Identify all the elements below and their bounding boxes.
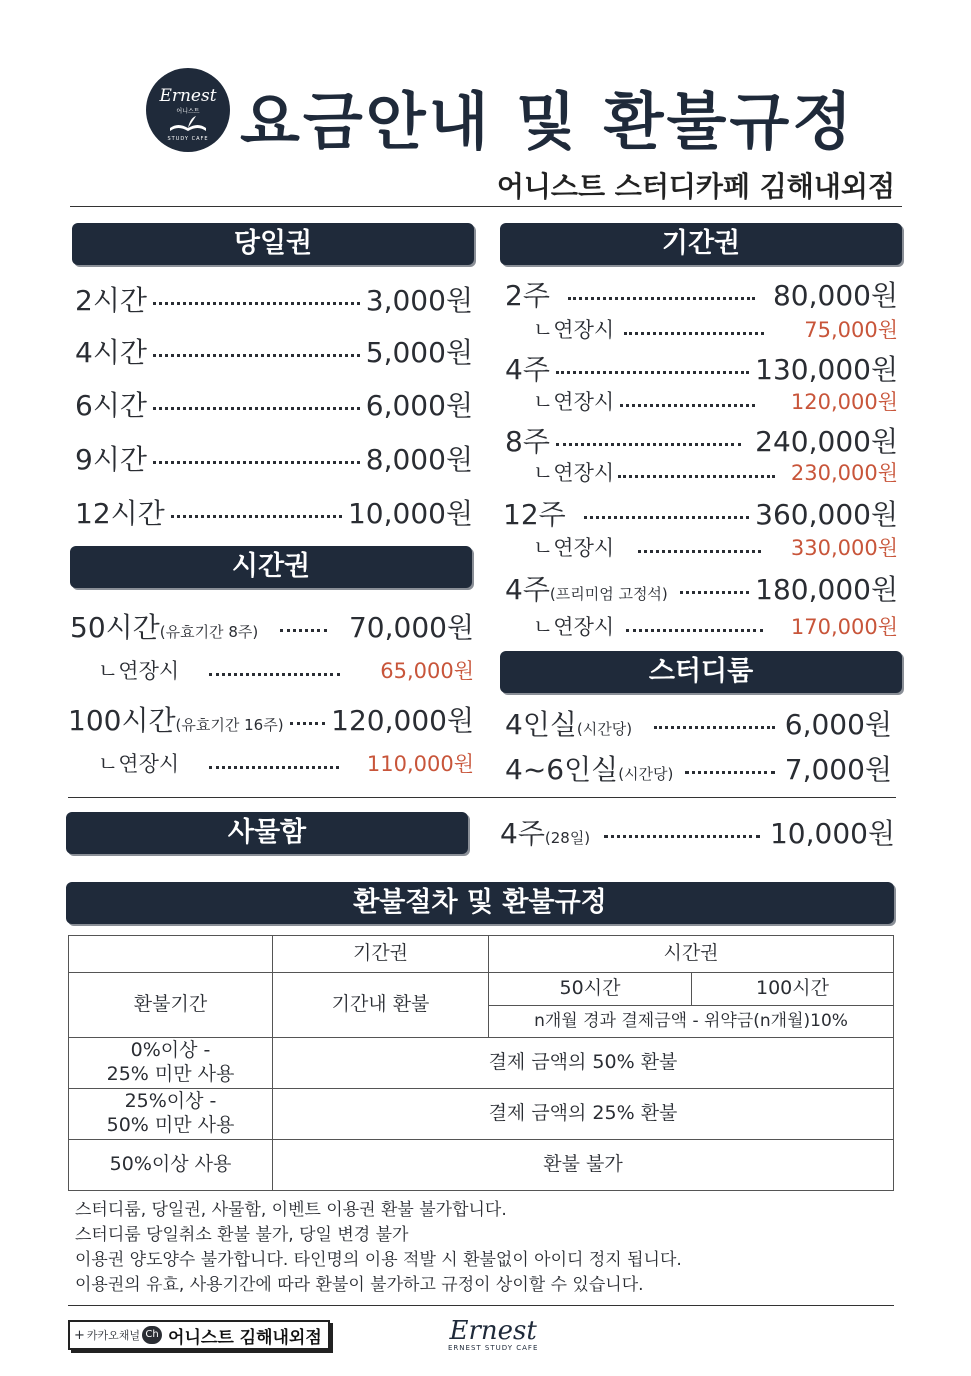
refund-col-hourly: 시간권 <box>489 936 894 973</box>
refund-row2-label-b: 50% 미만 사용 <box>106 1114 235 1136</box>
refund-row1-label-b: 25% 미만 사용 <box>106 1063 235 1085</box>
ext-label: ㄴ연장시 <box>533 390 615 414</box>
ext-price: 120,000원 <box>790 390 898 414</box>
leader-dots <box>153 302 360 305</box>
ext-label: ㄴ연장시 <box>98 659 180 683</box>
period-label: 8주 <box>505 425 550 458</box>
ext-price: 170,000원 <box>790 615 898 639</box>
footer-logo-script: Ernest <box>449 1316 537 1346</box>
refund-row1-value: 결제 금액의 50% 환불 <box>273 1038 894 1089</box>
room-name: 4인실 <box>505 708 577 741</box>
hourly-name: 100시간 <box>68 704 176 737</box>
hourly-price: 70,000원 <box>348 611 474 644</box>
period-ext-4w <box>533 386 898 416</box>
leader-dots <box>556 371 749 374</box>
leader-dots <box>556 443 741 446</box>
hourly-price: 120,000원 <box>331 704 474 737</box>
leader-dots <box>624 332 764 335</box>
refund-row3-value: 환불 불가 <box>273 1140 894 1191</box>
refund-row2-value: 결제 금액의 25% 환불 <box>273 1089 894 1140</box>
leader-dots <box>626 629 763 632</box>
period-heading: 기간권 <box>500 223 902 265</box>
leader-dots <box>685 771 774 774</box>
daily-row-12h <box>75 492 473 532</box>
logo-sub: 어니스트 <box>176 108 200 115</box>
period-name: 4주 <box>505 573 550 606</box>
logo-cafe: STUDY CAFE <box>167 136 209 142</box>
studyroom-row-4 <box>505 703 892 743</box>
period-price: 180,000원 <box>755 573 898 606</box>
leader-dots <box>290 722 326 725</box>
logo-script: Ernest <box>159 86 217 106</box>
leader-dots <box>171 515 342 518</box>
ext-label: ㄴ연장시 <box>533 461 615 485</box>
leader-dots <box>584 516 749 519</box>
footer-logo-cafe: ERNEST STUDY CAFE <box>448 1344 539 1352</box>
daily-price: 8,000원 <box>365 443 473 476</box>
period-row-12w <box>503 493 898 533</box>
leader-dots <box>568 297 755 300</box>
hourly-heading: 시간권 <box>70 546 472 588</box>
ext-price: 110,000원 <box>366 752 474 776</box>
hourly-name: 50시간 <box>70 611 160 644</box>
ext-price: 65,000원 <box>380 659 474 683</box>
hourly-ext-50h <box>98 655 474 685</box>
hourly-label <box>70 606 258 646</box>
period-price: 80,000원 <box>772 279 898 312</box>
hourly-ext-100h <box>98 748 474 778</box>
daily-label: 4시간 <box>75 336 147 369</box>
period-ext-12w <box>533 532 898 562</box>
period-label: 2주 <box>505 279 550 312</box>
daily-row-9h <box>75 438 473 478</box>
leader-dots <box>153 461 360 464</box>
kakao-channel-button[interactable] <box>68 1320 330 1350</box>
daily-row-6h <box>75 384 473 424</box>
ext-label: ㄴ연장시 <box>533 318 615 342</box>
room-label <box>505 748 673 788</box>
ext-price: 75,000원 <box>804 318 898 342</box>
locker-name: 4주 <box>500 817 545 850</box>
refund-corner-cell <box>69 936 273 973</box>
daily-price: 3,000원 <box>365 284 473 317</box>
leader-dots <box>209 766 339 769</box>
period-price: 130,000원 <box>755 353 898 386</box>
period-label: 12주 <box>503 498 566 531</box>
leader-dots <box>654 726 775 729</box>
refund-col-50h: 50시간 <box>489 973 692 1006</box>
section-divider <box>68 797 896 798</box>
room-note: (시간당) <box>576 720 633 738</box>
ext-label: ㄴ연장시 <box>533 536 615 560</box>
leader-dots <box>153 354 360 357</box>
period-row-2w <box>505 274 898 314</box>
daily-price: 6,000원 <box>365 389 473 422</box>
period-price: 360,000원 <box>755 498 898 531</box>
leader-dots <box>280 629 327 632</box>
daily-row-2h <box>75 279 473 319</box>
note-line: 스터디룸 당일취소 환불 불가, 당일 변경 불가 <box>75 1225 409 1245</box>
locker-heading: 사물함 <box>66 812 468 854</box>
leader-dots <box>618 475 775 478</box>
hourly-row-100h <box>68 699 474 739</box>
period-ext-2w <box>533 314 898 344</box>
refund-col-100h: 100시간 <box>692 973 894 1006</box>
locker-price: 10,000원 <box>769 817 895 850</box>
page-title: 요금안내 및 환불규정 <box>240 85 856 158</box>
period-price: 240,000원 <box>755 425 898 458</box>
refund-row2-label-a: 25%이상 - <box>124 1090 217 1113</box>
room-price: 7,000원 <box>784 753 892 786</box>
daily-row-4h <box>75 331 473 371</box>
refund-row2-label <box>69 1089 273 1140</box>
locker-label <box>500 812 590 852</box>
period-label: 4주 <box>505 353 550 386</box>
plus-icon: + <box>74 1327 85 1343</box>
daily-price: 5,000원 <box>365 336 473 369</box>
period-ext-8w <box>533 457 898 487</box>
footer-logo <box>448 1318 538 1352</box>
note-line: 이용권 양도양수 불가합니다. 타인명의 이용 적발 시 환불없이 아이디 정지 됩니다. <box>75 1250 682 1270</box>
leader-dots <box>209 673 340 676</box>
studyroom-heading: 스터디룸 <box>500 651 902 693</box>
note-line: 스터디룸, 당일권, 사물함, 이벤트 이용권 환불 불가합니다. <box>75 1200 507 1220</box>
refund-row1-label-a: 0%이상 - <box>130 1039 211 1062</box>
ext-price: 330,000원 <box>790 536 898 560</box>
brand-logo <box>146 68 230 152</box>
leader-dots <box>604 835 760 838</box>
branch-name: 어니스트 스터디카페 김해내외점 <box>496 170 895 203</box>
leader-dots <box>153 407 360 410</box>
note-line: 이용권의 유효, 사용기간에 따라 환불이 불가하고 규정이 상이할 수 있습니다. <box>75 1275 644 1295</box>
ext-price: 230,000원 <box>790 461 898 485</box>
daily-label: 12시간 <box>75 497 165 530</box>
daily-label: 2시간 <box>75 284 147 317</box>
header-divider <box>70 206 902 207</box>
room-price: 6,000원 <box>784 708 892 741</box>
refund-row-period-label: 환불기간 <box>69 973 273 1038</box>
ext-label: ㄴ연장시 <box>533 615 615 639</box>
footer-divider <box>68 1305 894 1306</box>
refund-heading: 환불절차 및 환불규정 <box>66 882 894 924</box>
period-ext-4w-premium <box>533 611 898 641</box>
refund-notes <box>75 1198 682 1298</box>
refund-row3-label: 50%이상 사용 <box>69 1140 273 1191</box>
daily-label: 9시간 <box>75 443 147 476</box>
locker-row <box>500 812 895 852</box>
refund-formula: n개월 경과 결제금액 - 위약금(n개월)10% <box>489 1006 894 1038</box>
room-name: 4~6인실 <box>505 753 619 786</box>
hourly-note: (유효기간 8주) <box>159 623 259 641</box>
kakao-label: 카카오채널 <box>86 1329 141 1342</box>
kakao-channel-name: 어니스트 김해내외점 <box>168 1327 322 1348</box>
hourly-row-50h <box>70 606 474 646</box>
refund-col-period: 기간권 <box>273 936 489 973</box>
daily-label: 6시간 <box>75 389 147 422</box>
hourly-note: (유효기간 16주) <box>175 716 284 734</box>
ext-label: ㄴ연장시 <box>98 752 180 776</box>
period-note: (프리미엄 고정석) <box>549 585 668 603</box>
period-label <box>505 568 668 608</box>
daily-price: 10,000원 <box>347 497 473 530</box>
daily-heading: 당일권 <box>72 223 474 265</box>
period-row-4w <box>505 348 898 388</box>
studyroom-row-4-6 <box>505 748 892 788</box>
room-label <box>505 703 632 743</box>
leader-dots <box>680 591 749 594</box>
refund-table <box>68 935 894 1191</box>
period-row-8w <box>505 420 898 460</box>
hourly-label <box>68 699 284 739</box>
leader-dots <box>620 404 755 407</box>
kakao-ch-icon: Ch <box>142 1326 162 1344</box>
refund-row1-label <box>69 1038 273 1089</box>
period-row-4w-premium <box>505 568 898 608</box>
locker-note: (28일) <box>544 829 591 847</box>
room-note: (시간당) <box>618 765 674 783</box>
book-icon <box>168 114 208 134</box>
refund-row-period-value: 기간내 환불 <box>273 973 489 1038</box>
leader-dots <box>638 550 761 553</box>
